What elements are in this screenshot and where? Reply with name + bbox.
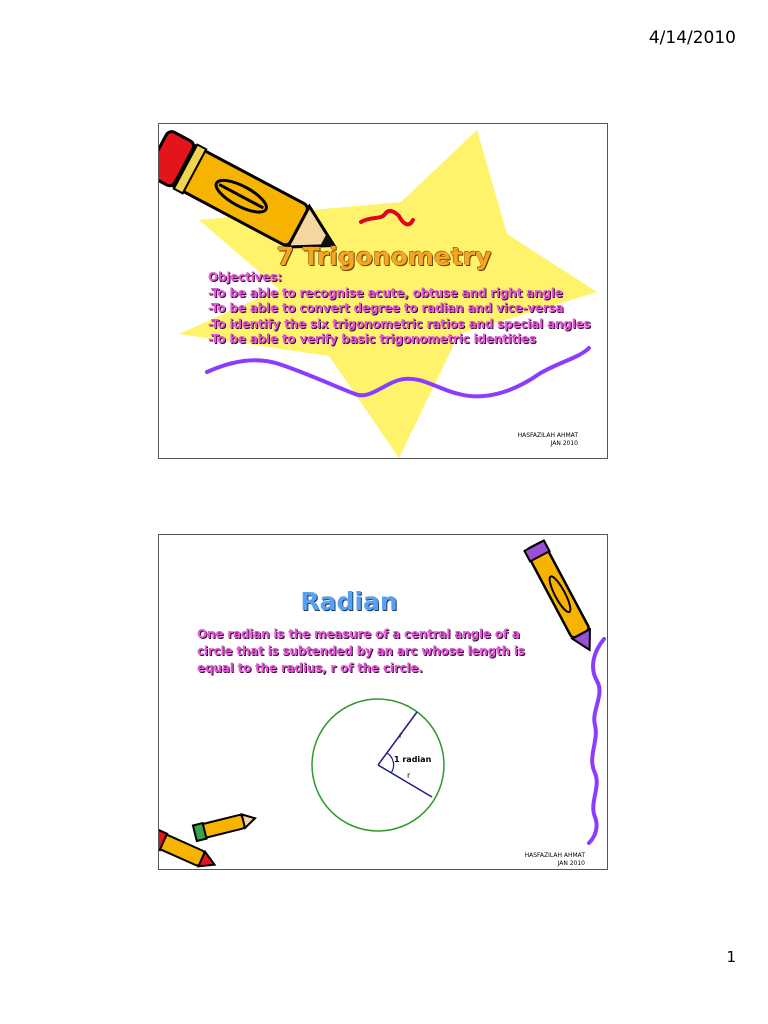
objective-item: -To be able to verify basic trigonometric identities — [208, 332, 536, 346]
objective-item: -To be able to convert degree to radian and vice-versa — [208, 301, 564, 315]
radius-label-upper: r — [399, 731, 403, 740]
slide2-credit — [525, 852, 585, 868]
radian-diagram — [312, 699, 444, 831]
slide1-objectives — [208, 270, 593, 348]
credit-name: HASFAZILAH AHMAT — [524, 852, 585, 859]
credit-name: HASFAZILAH AHMAT — [517, 432, 578, 439]
slide2-artwork — [159, 535, 608, 870]
radius-label-lower: r — [407, 771, 411, 780]
page-number: 1 — [726, 948, 736, 966]
objective-item: -To identify the six trigonometric ratios and special angles — [208, 316, 591, 331]
slide1-credit — [518, 432, 578, 448]
slide1-title: 7 Trigonometry — [276, 242, 492, 271]
objectives-heading: Objectives: — [208, 270, 282, 284]
angle-label: 1 radian — [394, 755, 432, 764]
header-date: 4/14/2010 — [648, 28, 736, 48]
slide-radian — [158, 534, 608, 870]
slide-trigonometry — [158, 123, 608, 459]
objective-item: -To be able to recognise acute, obtuse and right angle — [208, 285, 563, 300]
angle-arc — [387, 753, 394, 773]
credit-date: JAN 2010 — [550, 440, 578, 447]
pencils-icon — [159, 810, 257, 870]
credit-date: JAN 2010 — [557, 860, 585, 867]
purple-squiggle — [589, 639, 604, 843]
radius-line-lower — [378, 765, 432, 797]
slide2-definition: One radian is the measure of a central angle of a circle that is subtended by an arc whose length is equal to the radius, r of the circle. — [197, 627, 525, 675]
slide2-title: Radian — [300, 587, 398, 616]
